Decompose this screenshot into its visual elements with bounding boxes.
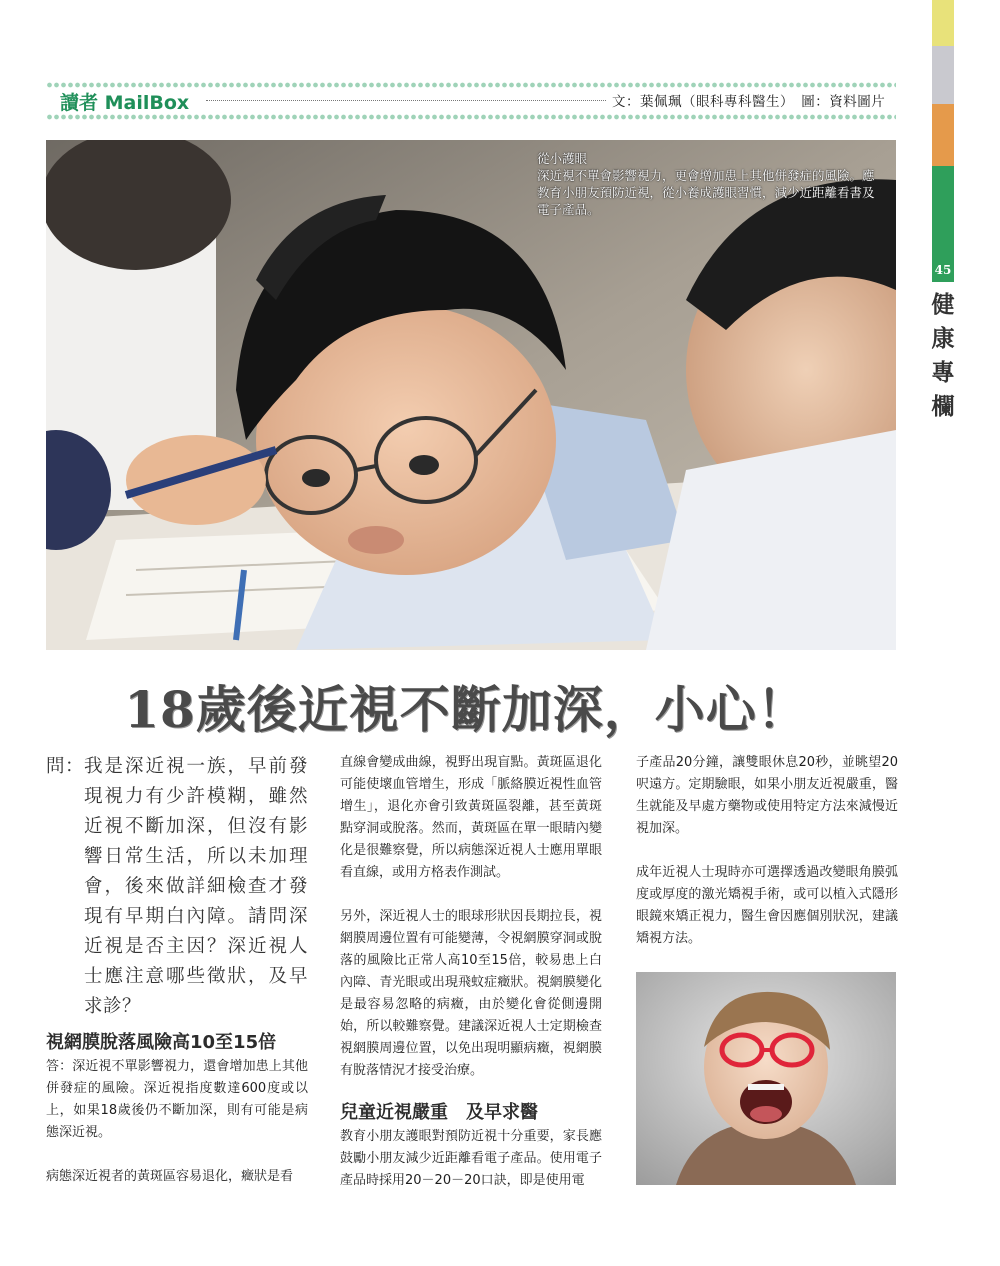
- color-tab-yellow: [932, 0, 954, 46]
- answer-column-2: [340, 752, 602, 1104]
- child-glasses-illustration: [636, 972, 896, 1185]
- article-headline: 18歲後近視不斷加深，小心！: [124, 680, 808, 739]
- photo-caption-title: 從小護眼: [537, 151, 588, 166]
- answer-paragraph: 另外，深近視人士的眼球形狀因長期拉長，視網膜周邊位置有可能變薄，令視網膜穿洞或脫落的風險比正常人高10至15倍，較易患上白內障、青光眼或出現飛蚊症癥狀。視網膜變化是最容易忽略的病癥，由於變化會從側邊開始，所以較難察覺。建議深近視人士定期檢查視網膜周邊位置，以免出現明顯病癥，視網膜有脫落情況才接受治療。: [340, 909, 602, 1078]
- answer-column-3: [636, 752, 898, 972]
- section-name-vertical: 健康專欄: [931, 291, 955, 420]
- answer-paragraph: 答：深近視不單影響視力，還會增加患上其他併發症的風險。深近視指度數達600度或以上，如果18歲後仍不斷加深，則有可能是病態深近視。: [46, 1059, 308, 1140]
- page-number: 45: [932, 258, 954, 282]
- answer-column-2-continued: [340, 1126, 602, 1214]
- color-tab-green: [932, 166, 954, 258]
- photo-caption-text: 深近視不單會影響視力，更會增加患上其他併發症的風險。應教育小朋友預防近視，從小養成護眼習慣，減少近距離看書及電子產品。: [537, 168, 875, 217]
- answer-paragraph: 子產品20分鐘，讓雙眼休息20秒，並眺望20呎遠方。定期驗眼，如果小朋友近視嚴重，醫生就能及早處方藥物或使用特定方法來減慢近視加深。: [636, 755, 898, 836]
- section-title: 讀者 MailBox: [60, 92, 190, 114]
- color-tab-grey: [932, 46, 954, 104]
- answer-paragraph: 直線會變成曲線，視野出現盲點。黃斑區退化可能使壞血管增生，形成「脈絡膜近視性血管增生」，退化亦會引致黃斑區裂離，甚至黃斑點穿洞或脫落。然而，黃斑區在單一眼睛內變化是很難察覺，所以病態深近視人士應用單眼看直線，或用方格表作測試。: [340, 755, 602, 880]
- author-credit: 文：葉佩珮（眼科專科醫生） 圖：資料圖片: [612, 94, 886, 110]
- answer-paragraph: 教育小朋友護眼對預防近視十分重要，家長應鼓勵小朋友減少近距離看電子產品。使用電子產品時採用20－20－20口訣，即是使用電: [340, 1129, 602, 1188]
- shouting-child-photo: [636, 972, 896, 1185]
- subhead-retina-risk: 視網膜脫落風險高10至15倍: [46, 1032, 277, 1053]
- answer-paragraph: 成年近視人士現時亦可選擇透過改變眼角膜弧度或厚度的激光矯視手術，或可以植入式隱形眼鏡來矯正視力，醫生會因應個別狀況，建議矯視方法。: [636, 865, 898, 946]
- reader-question: [46, 752, 308, 1022]
- header-leader-line: [206, 100, 606, 101]
- subhead-child-myopia: 兒童近視嚴重 及早求醫: [340, 1102, 538, 1123]
- answer-paragraph: 病態深近視者的黃斑區容易退化，癥狀是看: [46, 1169, 294, 1184]
- question-text: 我是深近視一族，早前發現視力有少許模糊，雖然近視不斷加深，但沒有影響日常生活，所以未加理會，後來做詳細檢查才發現有早期白內障。請問深近視是否主因？深近視人士應注意哪些徵狀，及早求診？: [84, 756, 308, 1017]
- answer-column-1: [46, 1056, 308, 1210]
- photo-caption: [537, 150, 885, 218]
- color-tab-orange: [932, 104, 954, 166]
- question-prefix: 問：: [46, 756, 85, 777]
